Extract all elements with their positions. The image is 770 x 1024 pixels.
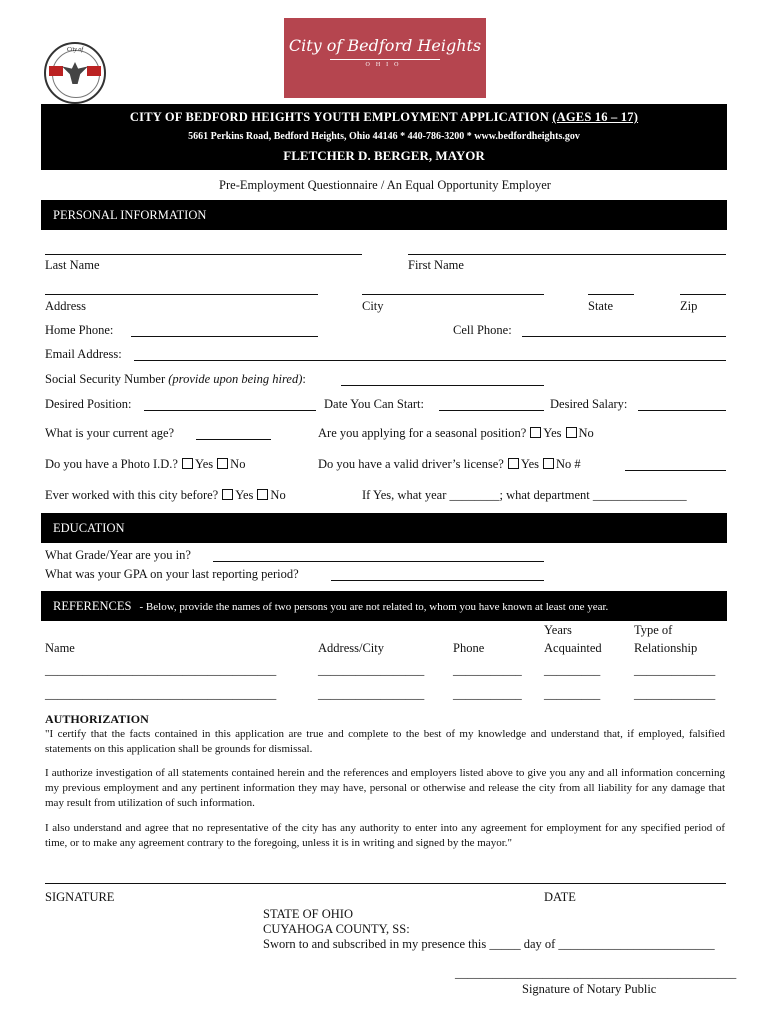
- signature-line[interactable]: [45, 883, 726, 884]
- desired-salary-label: Desired Salary:: [550, 397, 628, 411]
- zip-field[interactable]: [680, 294, 726, 295]
- last-name-field[interactable]: [45, 254, 362, 255]
- section-education-heading: EDUCATION: [41, 513, 727, 543]
- ref-col-years-1: Years: [544, 623, 572, 637]
- license-number-field[interactable]: [625, 470, 726, 471]
- ref-col-type-1: Type of: [634, 623, 673, 637]
- seal-text: City of: [66, 47, 84, 53]
- date-label: DATE: [544, 890, 576, 904]
- grade-field[interactable]: [213, 561, 544, 562]
- references-note: - Below, provide the names of two persons you are not related to, whom you have known at least one year.: [139, 601, 609, 613]
- ssn-label: Social Security Number (provide upon being hired):: [45, 372, 306, 386]
- authorization-paragraph-3: I also understand and agree that no representative of the city has any authority to enter into any agreement for employment for any specified period of time, or to make any agreement contrary to the foregoing, unless it is in writing and signed by the mayor.": [45, 822, 725, 849]
- last-name-label: Last Name: [45, 258, 100, 272]
- ssn-note: (provide upon being hired): [168, 372, 303, 386]
- worked-no-checkbox[interactable]: [257, 489, 268, 500]
- worked-before-question: Ever worked with this city before? Yes No: [45, 488, 286, 502]
- address-field[interactable]: [45, 294, 318, 295]
- subtitle: Pre-Employment Questionnaire / An Equal Opportunity Employer: [219, 178, 551, 192]
- notary-label: Signature of Notary Public: [522, 982, 657, 996]
- city-seal: [44, 42, 106, 104]
- email-field[interactable]: [134, 360, 726, 361]
- cell-phone-label: Cell Phone:: [453, 323, 512, 337]
- flag-right-icon: [87, 66, 101, 76]
- ref1-years-field[interactable]: _________: [544, 663, 601, 677]
- gpa-question: What was your GPA on your last reporting period?: [45, 567, 299, 581]
- ref1-name-field[interactable]: _____________________________________: [45, 663, 277, 677]
- sworn-statement: Sworn to and subscribed in my presence this _____ day of _________________________: [263, 937, 715, 951]
- grade-question: What Grade/Year are you in?: [45, 548, 191, 562]
- ages-range: (AGES 16 – 17): [552, 110, 639, 124]
- photo-yes-checkbox[interactable]: [182, 458, 193, 469]
- logo-city-name: City of Bedford Heights: [288, 36, 482, 55]
- home-phone-field[interactable]: [131, 336, 318, 337]
- seasonal-yes-checkbox[interactable]: [530, 427, 541, 438]
- application-title: CITY OF BEDFORD HEIGHTS YOUTH EMPLOYMENT APPLICATION (AGES 16 – 17): [129, 110, 639, 124]
- email-label: Email Address:: [45, 347, 122, 361]
- first-name-label: First Name: [408, 258, 464, 272]
- city-field[interactable]: [362, 294, 544, 295]
- date-start-label: Date You Can Start:: [324, 397, 424, 411]
- section-references-heading: REFERENCES - Below, provide the names of two persons you are not related to, whom you have known at least one year.: [41, 591, 727, 621]
- ref2-phone-field[interactable]: ___________: [453, 687, 522, 701]
- ref2-name-field[interactable]: _____________________________________: [45, 687, 277, 701]
- ref2-address-field[interactable]: _________________: [318, 687, 425, 701]
- photo-no-checkbox[interactable]: [217, 458, 228, 469]
- city-logo: [284, 18, 486, 98]
- notary-signature-line[interactable]: _____________________________________________: [455, 966, 737, 980]
- license-question: Do you have a valid driver’s license? Yes No #: [318, 457, 581, 471]
- date-start-field[interactable]: [439, 410, 544, 411]
- state-label: State: [588, 299, 613, 313]
- if-yes-details: If Yes, what year ________; what department _______________: [362, 488, 687, 502]
- section-personal-heading: PERSONAL INFORMATION: [41, 200, 727, 230]
- first-name-field[interactable]: [408, 254, 726, 255]
- address-label: Address: [45, 299, 86, 313]
- home-phone-label: Home Phone:: [45, 323, 114, 337]
- county: CUYAHOGA COUNTY, SS:: [263, 922, 410, 936]
- ref2-years-field[interactable]: _________: [544, 687, 601, 701]
- flag-left-icon: [49, 66, 63, 76]
- logo-state: OHIO: [365, 62, 405, 68]
- ref-col-address: Address/City: [318, 641, 384, 655]
- ref1-phone-field[interactable]: ___________: [453, 663, 522, 677]
- ssn-field[interactable]: [341, 385, 544, 386]
- desired-salary-field[interactable]: [638, 410, 726, 411]
- ref-col-type-2: Relationship: [634, 641, 698, 655]
- age-question: What is your current age?: [45, 426, 175, 440]
- ref1-type-field[interactable]: _____________: [634, 663, 716, 677]
- ref1-address-field[interactable]: _________________: [318, 663, 425, 677]
- state-field[interactable]: [588, 294, 634, 295]
- ref2-type-field[interactable]: _____________: [634, 687, 716, 701]
- authorization-paragraph-1: "I certify that the facts contained in this application are true and complete to the best of my knowledge and understand that, if employed, falsified statements on this application shall be grounds for dismissal.: [45, 728, 725, 755]
- desired-position-label: Desired Position:: [45, 397, 132, 411]
- license-no-checkbox[interactable]: [543, 458, 554, 469]
- authorization-paragraph-2: I authorize investigation of all statements contained herein and the references and employers listed above to give you any and all information concerning my previous employment and any pertinent information they may have, personal or otherwise and release the city from all liability for any damage that may result from utilization of such information.: [45, 767, 725, 809]
- worked-yes-checkbox[interactable]: [222, 489, 233, 500]
- desired-position-field[interactable]: [144, 410, 316, 411]
- mayor-name: FLETCHER D. BERGER, MAYOR: [283, 148, 485, 163]
- zip-label: Zip: [680, 299, 698, 313]
- photo-id-question: Do you have a Photo I.D.? Yes No: [45, 457, 246, 471]
- seasonal-question: Are you applying for a seasonal position? Yes No: [318, 426, 594, 440]
- ref-col-phone: Phone: [453, 641, 485, 655]
- signature-label: SIGNATURE: [45, 890, 115, 904]
- license-yes-checkbox[interactable]: [508, 458, 519, 469]
- header-banner: [41, 104, 727, 170]
- city-address: 5661 Perkins Road, Bedford Heights, Ohio 44146 * 440-786-3200 * www.bedfordheights.gov: [188, 131, 580, 142]
- authorization-heading: AUTHORIZATION: [45, 712, 149, 726]
- ref-col-years-2: Acquainted: [544, 641, 602, 655]
- state-of-ohio: STATE OF OHIO: [263, 907, 353, 921]
- seasonal-no-checkbox[interactable]: [566, 427, 577, 438]
- city-label: City: [362, 299, 384, 313]
- ref-col-name: Name: [45, 641, 75, 655]
- gpa-field[interactable]: [331, 580, 544, 581]
- age-field[interactable]: [196, 439, 271, 440]
- cell-phone-field[interactable]: [522, 336, 726, 337]
